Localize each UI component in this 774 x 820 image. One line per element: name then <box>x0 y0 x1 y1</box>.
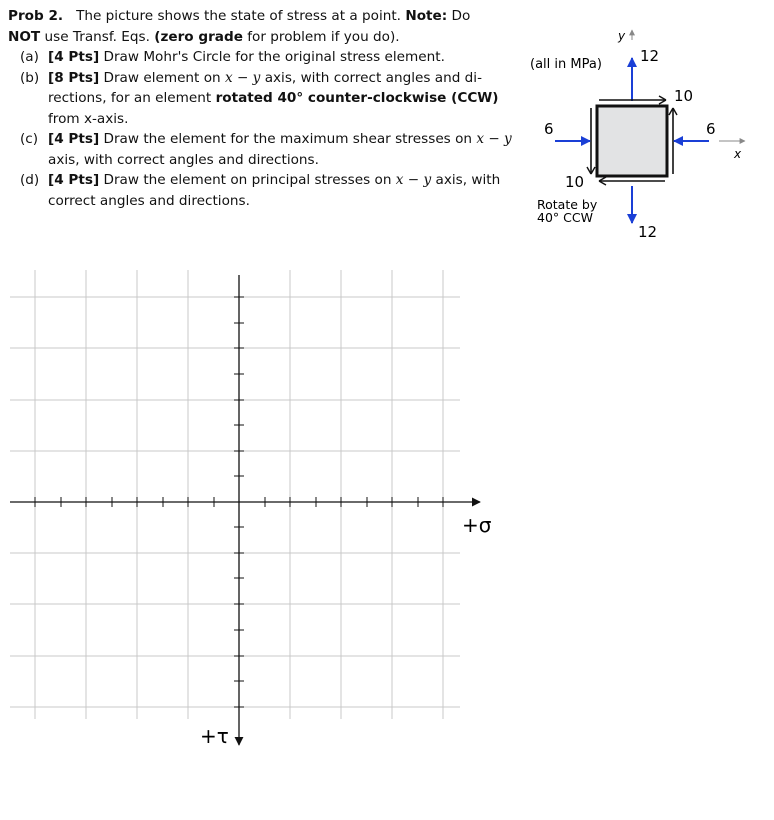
note-tail: for problem if you do). <box>247 28 400 45</box>
part-b-text-2: axis, with correct angles and di- <box>264 69 482 86</box>
part-b-text-1: Draw element on <box>103 69 221 86</box>
part-a <box>8 47 508 68</box>
part-c-tag: (c) <box>20 131 39 147</box>
part-b-axis: x − y <box>224 69 261 86</box>
stress-element-square <box>597 106 667 176</box>
part-b-tag: (b) <box>20 69 40 86</box>
note-do: Do <box>451 8 471 24</box>
stress-element-diagram <box>510 20 760 245</box>
note-label: Note: <box>405 8 448 24</box>
part-c <box>8 129 512 170</box>
tau-top-label: 10 <box>674 87 694 105</box>
tau-axis-label: +τ <box>200 724 229 748</box>
problem-intro: The picture shows the state of stress at a point. <box>76 8 401 24</box>
problem-intro-line-2 <box>8 27 508 48</box>
sigma-axis-label: +σ <box>462 513 492 537</box>
sigma-y-top-label: 12 <box>640 47 660 65</box>
zero-grade: (zero grade <box>154 28 243 45</box>
problem-intro-line-1 <box>8 6 508 27</box>
tau-bottom-label: 10 <box>565 173 585 191</box>
grid-lines <box>10 270 460 719</box>
part-b <box>8 68 508 130</box>
part-d <box>8 170 508 211</box>
part-c-line2: axis, with correct angles and directions. <box>48 151 319 168</box>
part-d-line2: correct angles and directions. <box>48 192 250 209</box>
sigma-x-right-label: 6 <box>706 120 716 138</box>
part-b-line3: from x-axis. <box>48 110 129 127</box>
part-a-tag: (a) <box>20 49 39 65</box>
units-note: (all in MPa) <box>530 57 602 72</box>
part-a-text: Draw Mohr's Circle for the original stress element. <box>103 49 445 65</box>
part-d-axis: x − y <box>395 172 432 188</box>
note-not: NOT <box>8 28 41 45</box>
part-c-axis: x − y <box>476 131 512 147</box>
part-b-rotation: rotated 40° counter-clockwise (CCW) <box>215 90 499 106</box>
part-d-points: [4 Pts] <box>48 172 100 188</box>
x-axis-label: x <box>734 147 742 161</box>
part-c-text: Draw the element for the maximum shear stresses on <box>103 131 473 147</box>
part-a-points: [4 Pts] <box>48 49 100 65</box>
part-d-tag: (d) <box>20 172 40 188</box>
part-b-line2: rections, for an element <box>48 90 212 106</box>
sigma-x-left-label: 6 <box>544 120 554 138</box>
mohr-circle-grid <box>0 250 510 760</box>
problem-label: Prob 2. <box>8 8 64 24</box>
part-c-points: [4 Pts] <box>48 131 100 147</box>
rotate-note-line-1: Rotate by <box>537 197 598 212</box>
problem-statement <box>8 6 512 211</box>
note-text: use Transf. Eqs. <box>44 28 150 45</box>
part-d-text-2: axis, with <box>435 172 501 188</box>
part-d-text: Draw the element on principal stresses on <box>103 172 392 188</box>
part-b-points: [8 Pts] <box>48 69 100 86</box>
y-axis-label: y <box>618 29 626 43</box>
sigma-y-bottom-label: 12 <box>638 223 658 241</box>
rotate-note-line-2: 40° CCW <box>537 210 593 225</box>
